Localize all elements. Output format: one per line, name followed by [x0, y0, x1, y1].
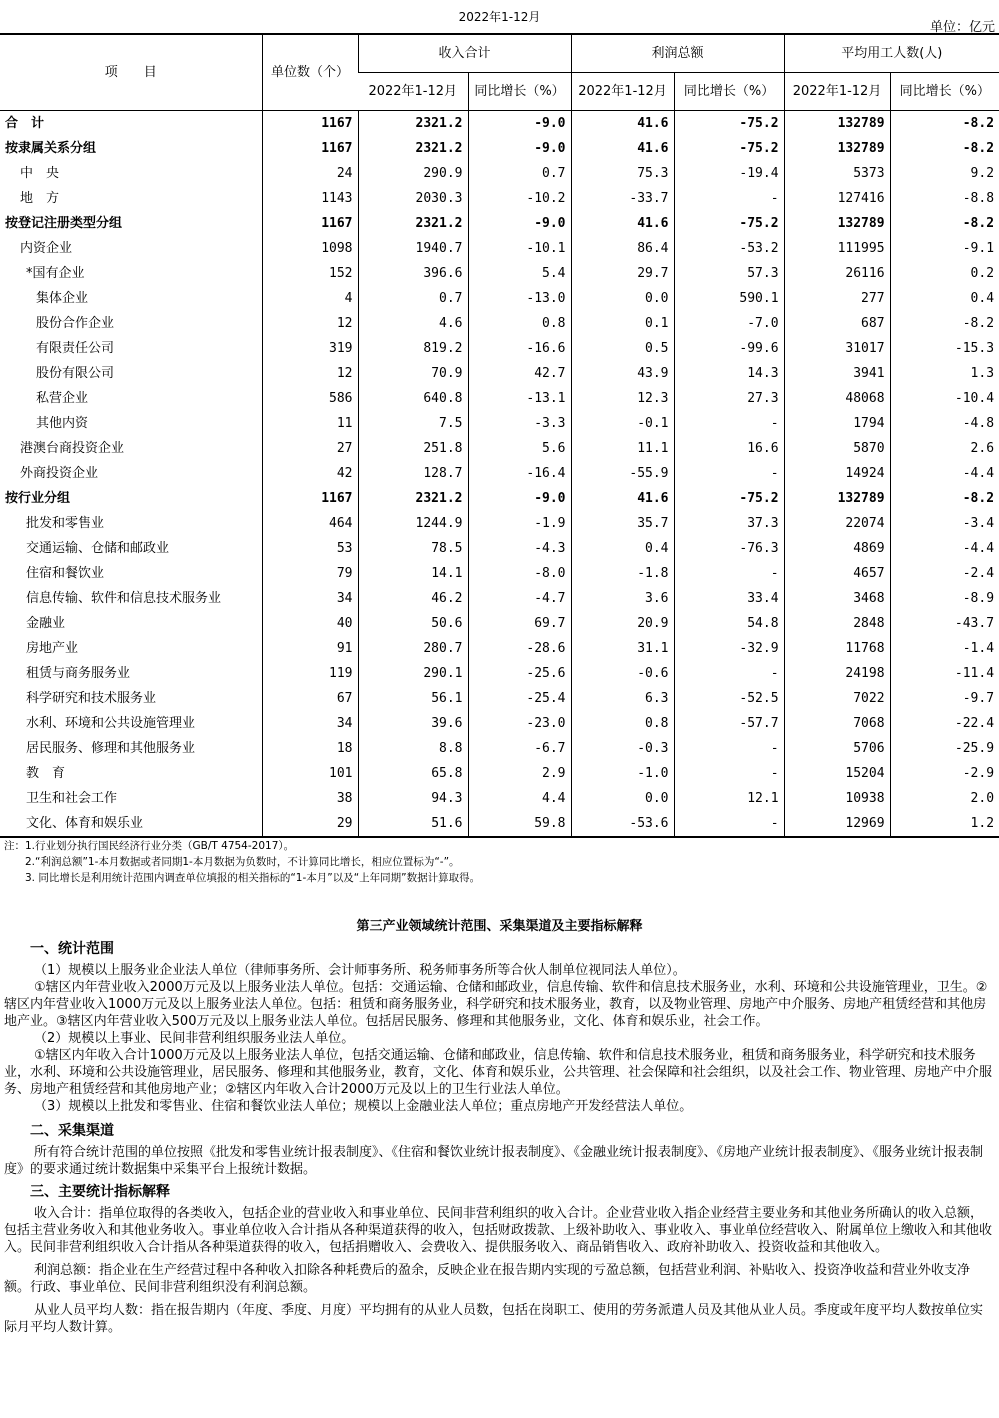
cell-revenue: 65.8: [358, 761, 468, 786]
cell-revenue: 8.8: [358, 736, 468, 761]
note-3: 3. 同比增长是利用统计范围内调查单位填报的相关指标的“1-本月”以及“上年同期”数据计算取得。: [4, 872, 481, 884]
cell-employees: 132789: [784, 211, 890, 236]
cell-profit-yoy: -: [674, 461, 784, 486]
cell-revenue-yoy: -10.1: [468, 236, 571, 261]
indicator-employees-paragraph: 从业人员平均人数：指在报告期内（年度、季度、月度）平均拥有的从业人员数，包括在岗职工、使用的劳务派遣人员及其他从业人员。季度或年度平均人数按单位实际月平均人数计算。: [4, 1303, 984, 1335]
cell-employees-yoy: -22.4: [890, 711, 999, 736]
cell-revenue: 51.6: [358, 811, 468, 837]
row-label: 地 方: [20, 191, 60, 206]
cell-employees: 12969: [784, 811, 890, 837]
cell-units: 42: [262, 461, 358, 486]
cell-revenue-yoy: 0.8: [468, 311, 571, 336]
cell-revenue: 251.8: [358, 436, 468, 461]
table-row: [0, 661, 999, 686]
cell-employees: 11768: [784, 636, 890, 661]
cell-employees: 7022: [784, 686, 890, 711]
cell-revenue: 78.5: [358, 536, 468, 561]
cell-revenue: 640.8: [358, 386, 468, 411]
header-employees-current: 2022年1-12月: [784, 73, 890, 111]
cell-revenue-yoy: -16.4: [468, 461, 571, 486]
cell-employees-yoy: -10.4: [890, 386, 999, 411]
cell-profit: 0.0: [571, 286, 674, 311]
cell-revenue-yoy: 42.7: [468, 361, 571, 386]
explanation-section: [0, 918, 999, 1336]
cell-units: 1167: [262, 486, 358, 511]
header-item: 项 目: [0, 34, 262, 111]
row-label: 房地产业: [26, 641, 79, 656]
cell-revenue-yoy: -1.9: [468, 511, 571, 536]
section-indicator-title: 三、主要统计指标解释: [30, 1184, 170, 1200]
row-label: 中 央: [20, 166, 60, 181]
scope-paragraph-4: ①辖区内年收入合计1000万元及以上服务业法人单位，包括交通运输、仓储和邮政业，信息传输、软件和信息技术服务业，租赁和商务服务业，科学研究和技术服务业，水利、环境和公共设施管理业，居民服务、修理和其他服务业，教育，文化、体育和娱乐业，公共管理、社会保障和社会组织，以及社会工作、物业管理、房地产中介服务、房地产租赁经营和其他房地产业；②辖区内年收入合计2000万元及以上的卫生行业法人单位。: [4, 1048, 993, 1097]
cell-profit-yoy: -57.7: [674, 711, 784, 736]
table-row: [0, 586, 999, 611]
header-profit: 利润总额: [571, 34, 784, 73]
cell-revenue: 128.7: [358, 461, 468, 486]
cell-revenue-yoy: 2.9: [468, 761, 571, 786]
cell-profit: -55.9: [571, 461, 674, 486]
table-row: [0, 136, 999, 161]
cell-revenue: 1940.7: [358, 236, 468, 261]
cell-profit-yoy: 37.3: [674, 511, 784, 536]
cell-profit: 75.3: [571, 161, 674, 186]
scope-paragraph-5: （3）规模以上批发和零售业、住宿和餐饮业法人单位；规模以上金融业法人单位；重点房地产开发经营法人单位。: [34, 1099, 693, 1114]
row-label: 金融业: [26, 616, 66, 631]
cell-profit-yoy: 12.1: [674, 786, 784, 811]
cell-profit: 41.6: [571, 136, 674, 161]
cell-employees-yoy: -2.9: [890, 761, 999, 786]
cell-units: 4: [262, 286, 358, 311]
cell-revenue-yoy: -25.4: [468, 686, 571, 711]
cell-revenue-yoy: -28.6: [468, 636, 571, 661]
table-row: [0, 711, 999, 736]
cell-units: 1167: [262, 111, 358, 137]
cell-profit-yoy: -: [674, 561, 784, 586]
cell-employees-yoy: -4.4: [890, 536, 999, 561]
cell-revenue-yoy: -9.0: [468, 211, 571, 236]
cell-employees-yoy: -3.4: [890, 511, 999, 536]
table-row: [0, 411, 999, 436]
cell-revenue-yoy: -8.0: [468, 561, 571, 586]
table-row: [0, 436, 999, 461]
scope-paragraph-1: （1）规模以上服务业企业法人单位（律师事务所、会计师事务所、税务师事务所等合伙人制单位视同法人单位）。: [34, 963, 686, 978]
cell-employees-yoy: -4.4: [890, 461, 999, 486]
cell-revenue: 94.3: [358, 786, 468, 811]
cell-profit-yoy: 590.1: [674, 286, 784, 311]
cell-employees: 687: [784, 311, 890, 336]
cell-employees: 1794: [784, 411, 890, 436]
cell-employees: 127416: [784, 186, 890, 211]
cell-revenue-yoy: -9.0: [468, 111, 571, 137]
cell-revenue: 280.7: [358, 636, 468, 661]
cell-revenue-yoy: -4.3: [468, 536, 571, 561]
cell-employees: 3941: [784, 361, 890, 386]
cell-units: 152: [262, 261, 358, 286]
table-row: [0, 361, 999, 386]
cell-units: 27: [262, 436, 358, 461]
cell-profit-yoy: -19.4: [674, 161, 784, 186]
cell-revenue-yoy: 4.4: [468, 786, 571, 811]
header-units: 单位数（个）: [262, 34, 358, 111]
table-notes: [4, 838, 480, 886]
statistics-table: [0, 33, 999, 838]
cell-profit: 35.7: [571, 511, 674, 536]
cell-units: 91: [262, 636, 358, 661]
cell-employees: 5706: [784, 736, 890, 761]
cell-revenue: 1244.9: [358, 511, 468, 536]
cell-employees-yoy: 2.0: [890, 786, 999, 811]
cell-employees: 22074: [784, 511, 890, 536]
cell-employees: 5870: [784, 436, 890, 461]
cell-employees-yoy: -8.2: [890, 136, 999, 161]
cell-employees-yoy: -4.8: [890, 411, 999, 436]
cell-revenue: 14.1: [358, 561, 468, 586]
scope-paragraph-2: ①辖区内年营业收入2000万元及以上服务业法人单位。包括：交通运输、仓储和邮政业，信息传输、软件和信息技术服务业，水利、环境和公共设施管理业，卫生。②辖区内年营业收入1000万元及以上服务业法人单位。包括：租赁和商务服务业，科学研究和技术服务业，教育，以及物业管理、房地产中介服务、房地产租赁经营和其他房地产业。③辖区内年营业收入500万元及以上服务业法人单位。包括居民服务、修理和其他服务业，文化、体育和娱乐业，社会工作。: [4, 980, 988, 1029]
cell-profit: -1.8: [571, 561, 674, 586]
cell-revenue: 2321.2: [358, 486, 468, 511]
cell-employees: 4657: [784, 561, 890, 586]
cell-profit-yoy: -75.2: [674, 111, 784, 137]
cell-revenue: 39.6: [358, 711, 468, 736]
report-period: 2022年1-12月: [458, 10, 541, 24]
row-label: 水利、环境和公共设施管理业: [26, 716, 196, 731]
cell-employees-yoy: 1.3: [890, 361, 999, 386]
cell-employees: 3468: [784, 586, 890, 611]
table-row: [0, 211, 999, 236]
cell-employees: 132789: [784, 111, 890, 137]
scope-paragraph-3: （2）规模以上事业、民间非营利组织服务业法人单位。: [34, 1031, 355, 1046]
table-row: [0, 786, 999, 811]
cell-employees: 24198: [784, 661, 890, 686]
cell-profit: 41.6: [571, 111, 674, 137]
cell-units: 101: [262, 761, 358, 786]
indicator-revenue-paragraph: 收入合计：指单位取得的各类收入，包括企业的营业收入和事业单位、民间非营利组织的收入合计。企业营业收入指企业经营主要业务和其他业务所确认的收入总额，包括主营业务收入和其他业务收入。事业单位收入合计指从各种渠道获得的收入，包括财政拨款、上级补助收入、事业收入、事业单位经营收入、附属单位上缴收入和其他收入。民间非营利组织收入合计指从各种渠道获得的收入，包括捐赠收入、会费收入、提供服务收入、商品销售收入、政府补助收入、投资收益和其他收入。: [4, 1206, 993, 1255]
cell-revenue: 56.1: [358, 686, 468, 711]
cell-employees: 7068: [784, 711, 890, 736]
table-row: [0, 461, 999, 486]
indicator-profit-paragraph: 利润总额：指企业在生产经营过程中各种收入扣除各种耗费后的盈余，反映企业在报告期内实现的亏盈总额，包括营业利润、补贴收入、投资净收益和营业外收支净额。行政、事业单位、民间非营利组织没有利润总额。: [4, 1263, 971, 1295]
row-label: 外商投资企业: [20, 466, 99, 481]
cell-units: 79: [262, 561, 358, 586]
cell-employees-yoy: -8.2: [890, 486, 999, 511]
cell-profit-yoy: 54.8: [674, 611, 784, 636]
table-row: [0, 311, 999, 336]
cell-employees: 132789: [784, 136, 890, 161]
cell-units: 464: [262, 511, 358, 536]
row-label: 私营企业: [36, 391, 89, 406]
note-2: 2.“利润总额”1-本月数据或者同期1-本月数据为负数时，不计算同比增长，相应位置标为“-”。: [4, 856, 460, 868]
cell-employees-yoy: -25.9: [890, 736, 999, 761]
cell-revenue: 2321.2: [358, 136, 468, 161]
cell-employees: 277: [784, 286, 890, 311]
cell-profit-yoy: -75.2: [674, 211, 784, 236]
cell-units: 1167: [262, 136, 358, 161]
table-row: [0, 236, 999, 261]
cell-revenue: 46.2: [358, 586, 468, 611]
cell-employees: 111995: [784, 236, 890, 261]
row-label: 信息传输、软件和信息技术服务业: [26, 591, 222, 606]
header-employees: 平均用工人数(人): [784, 34, 999, 73]
row-label: 有限责任公司: [36, 341, 115, 356]
cell-employees: 14924: [784, 461, 890, 486]
cell-revenue: 4.6: [358, 311, 468, 336]
cell-employees-yoy: 0.2: [890, 261, 999, 286]
note-1: 注：1.行业划分执行国民经济行业分类（GB/T 4754-2017）。: [4, 840, 295, 852]
cell-employees-yoy: -15.3: [890, 336, 999, 361]
cell-employees: 26116: [784, 261, 890, 286]
row-label: 内资企业: [20, 241, 73, 256]
cell-units: 18: [262, 736, 358, 761]
cell-employees-yoy: -2.4: [890, 561, 999, 586]
cell-revenue: 396.6: [358, 261, 468, 286]
row-label: 港澳台商投资企业: [20, 441, 125, 456]
row-label: 教 育: [26, 766, 66, 781]
cell-employees: 4869: [784, 536, 890, 561]
row-label: 合 计: [5, 116, 45, 131]
cell-profit: 29.7: [571, 261, 674, 286]
cell-revenue-yoy: 69.7: [468, 611, 571, 636]
cell-revenue: 290.1: [358, 661, 468, 686]
table-row: [0, 186, 999, 211]
cell-units: 24: [262, 161, 358, 186]
cell-revenue-yoy: -4.7: [468, 586, 571, 611]
cell-revenue: 2030.3: [358, 186, 468, 211]
cell-revenue: 70.9: [358, 361, 468, 386]
cell-units: 34: [262, 711, 358, 736]
cell-employees-yoy: -8.2: [890, 311, 999, 336]
cell-profit-yoy: 27.3: [674, 386, 784, 411]
table-row: [0, 161, 999, 186]
table-row: [0, 386, 999, 411]
section-channel-title: 二、采集渠道: [30, 1123, 114, 1139]
cell-units: 34: [262, 586, 358, 611]
cell-employees: 48068: [784, 386, 890, 411]
cell-profit-yoy: -52.5: [674, 686, 784, 711]
cell-employees-yoy: 0.4: [890, 286, 999, 311]
cell-profit: 86.4: [571, 236, 674, 261]
cell-revenue-yoy: -16.6: [468, 336, 571, 361]
table-row: [0, 536, 999, 561]
cell-units: 12: [262, 361, 358, 386]
cell-profit-yoy: -: [674, 811, 784, 837]
cell-units: 12: [262, 311, 358, 336]
cell-units: 11: [262, 411, 358, 436]
cell-employees: 2848: [784, 611, 890, 636]
row-label: 按登记注册类型分组: [5, 216, 123, 231]
cell-profit-yoy: -: [674, 736, 784, 761]
cell-profit: -33.7: [571, 186, 674, 211]
cell-units: 1098: [262, 236, 358, 261]
cell-employees-yoy: -11.4: [890, 661, 999, 686]
cell-units: 119: [262, 661, 358, 686]
cell-employees-yoy: -1.4: [890, 636, 999, 661]
cell-profit: 0.5: [571, 336, 674, 361]
table-row: [0, 561, 999, 586]
cell-employees: 132789: [784, 486, 890, 511]
cell-profit-yoy: -75.2: [674, 486, 784, 511]
cell-units: 586: [262, 386, 358, 411]
table-row: [0, 286, 999, 311]
cell-profit: -0.6: [571, 661, 674, 686]
cell-employees-yoy: -8.2: [890, 211, 999, 236]
cell-revenue: 50.6: [358, 611, 468, 636]
cell-profit: 12.3: [571, 386, 674, 411]
cell-profit: 0.4: [571, 536, 674, 561]
row-label: 按行业分组: [5, 491, 71, 506]
cell-revenue-yoy: -13.1: [468, 386, 571, 411]
cell-profit: -0.3: [571, 736, 674, 761]
cell-revenue: 0.7: [358, 286, 468, 311]
table-row: [0, 261, 999, 286]
row-label: 其他内资: [36, 416, 89, 431]
cell-revenue-yoy: 5.6: [468, 436, 571, 461]
header-revenue-yoy: 同比增长（%）: [468, 73, 571, 111]
table-row: [0, 686, 999, 711]
row-label: 租赁与商务服务业: [26, 666, 131, 681]
cell-employees-yoy: -8.8: [890, 186, 999, 211]
table-row: [0, 111, 999, 137]
row-label: 批发和零售业: [26, 516, 105, 531]
header-profit-yoy: 同比增长（%）: [674, 73, 784, 111]
cell-employees-yoy: 2.6: [890, 436, 999, 461]
cell-profit-yoy: 14.3: [674, 361, 784, 386]
cell-units: 40: [262, 611, 358, 636]
header-profit-current: 2022年1-12月: [571, 73, 674, 111]
cell-profit: 31.1: [571, 636, 674, 661]
cell-revenue: 2321.2: [358, 111, 468, 137]
cell-profit: -53.6: [571, 811, 674, 837]
table-row: [0, 736, 999, 761]
cell-employees-yoy: -8.2: [890, 111, 999, 137]
cell-units: 67: [262, 686, 358, 711]
cell-profit: 41.6: [571, 486, 674, 511]
cell-profit: 20.9: [571, 611, 674, 636]
cell-revenue-yoy: -9.0: [468, 486, 571, 511]
cell-profit-yoy: -: [674, 186, 784, 211]
table-row: [0, 336, 999, 361]
cell-profit: 0.0: [571, 786, 674, 811]
row-label: 居民服务、修理和其他服务业: [26, 741, 196, 756]
cell-profit: -1.0: [571, 761, 674, 786]
cell-profit-yoy: 33.4: [674, 586, 784, 611]
row-label: 文化、体育和娱乐业: [0, 811, 262, 837]
cell-profit: 0.1: [571, 311, 674, 336]
cell-revenue-yoy: 59.8: [468, 811, 571, 837]
cell-profit-yoy: -53.2: [674, 236, 784, 261]
cell-profit-yoy: -99.6: [674, 336, 784, 361]
cell-units: 1143: [262, 186, 358, 211]
row-label: 股份有限公司: [36, 366, 115, 381]
explanation-title: 第三产业领域统计范围、采集渠道及主要指标解释: [356, 919, 643, 934]
cell-employees-yoy: -9.1: [890, 236, 999, 261]
cell-profit: 3.6: [571, 586, 674, 611]
cell-revenue-yoy: -9.0: [468, 136, 571, 161]
cell-profit: 11.1: [571, 436, 674, 461]
row-label: 交通运输、仓储和邮政业: [26, 541, 170, 556]
header-revenue: 收入合计: [358, 34, 571, 73]
cell-revenue: 819.2: [358, 336, 468, 361]
cell-revenue: 290.9: [358, 161, 468, 186]
cell-profit-yoy: -75.2: [674, 136, 784, 161]
table-row: [0, 486, 999, 511]
cell-units: 319: [262, 336, 358, 361]
cell-revenue-yoy: -13.0: [468, 286, 571, 311]
cell-employees-yoy: 1.2: [890, 811, 999, 837]
cell-profit-yoy: 16.6: [674, 436, 784, 461]
cell-units: 1167: [262, 211, 358, 236]
row-label: 科学研究和技术服务业: [26, 691, 157, 706]
header-revenue-current: 2022年1-12月: [358, 73, 468, 111]
cell-employees: 31017: [784, 336, 890, 361]
cell-units: 29: [262, 811, 358, 837]
row-label: 集体企业: [36, 291, 89, 306]
cell-employees-yoy: -9.7: [890, 686, 999, 711]
table-row: [0, 761, 999, 786]
cell-profit: 43.9: [571, 361, 674, 386]
cell-revenue-yoy: -6.7: [468, 736, 571, 761]
row-label: 按隶属关系分组: [5, 141, 97, 156]
cell-profit: 0.8: [571, 711, 674, 736]
cell-profit-yoy: -: [674, 661, 784, 686]
cell-revenue: 2321.2: [358, 211, 468, 236]
cell-employees: 15204: [784, 761, 890, 786]
cell-profit-yoy: -32.9: [674, 636, 784, 661]
cell-profit: 6.3: [571, 686, 674, 711]
cell-employees-yoy: 9.2: [890, 161, 999, 186]
cell-revenue-yoy: 5.4: [468, 261, 571, 286]
cell-revenue-yoy: 0.7: [468, 161, 571, 186]
cell-profit-yoy: -: [674, 761, 784, 786]
table-row: [0, 811, 999, 837]
cell-units: 53: [262, 536, 358, 561]
cell-revenue-yoy: -10.2: [468, 186, 571, 211]
row-label: *国有企业: [26, 266, 85, 281]
cell-units: 38: [262, 786, 358, 811]
table-row: [0, 611, 999, 636]
channel-paragraph-1: 所有符合统计范围的单位按照《批发和零售业统计报表制度》、《住宿和餐饮业统计报表制度》、《金融业统计报表制度》、《房地产业统计报表制度》、《服务业统计报表制度》的要求通过统计数据集中采集平台上报统计数据。: [4, 1145, 984, 1177]
cell-revenue-yoy: -25.6: [468, 661, 571, 686]
table-body: [0, 111, 999, 838]
section-scope-title: 一、统计范围: [30, 941, 114, 957]
table-row: [0, 636, 999, 661]
cell-employees-yoy: -8.9: [890, 586, 999, 611]
cell-profit-yoy: 57.3: [674, 261, 784, 286]
table-row: [0, 511, 999, 536]
cell-profit-yoy: -: [674, 411, 784, 436]
cell-revenue-yoy: -23.0: [468, 711, 571, 736]
row-label: 住宿和餐饮业: [26, 566, 105, 581]
row-label: 卫生和社会工作: [26, 791, 118, 806]
cell-employees: 10938: [784, 786, 890, 811]
cell-profit-yoy: -76.3: [674, 536, 784, 561]
cell-employees-yoy: -43.7: [890, 611, 999, 636]
unit-label: 单位：亿元: [929, 20, 995, 35]
cell-profit: -0.1: [571, 411, 674, 436]
cell-profit: 41.6: [571, 211, 674, 236]
cell-revenue: 7.5: [358, 411, 468, 436]
cell-profit-yoy: -7.0: [674, 311, 784, 336]
header-employees-yoy: 同比增长（%）: [890, 73, 999, 111]
cell-employees: 5373: [784, 161, 890, 186]
row-label: 股份合作企业: [36, 316, 115, 331]
cell-revenue-yoy: -3.3: [468, 411, 571, 436]
